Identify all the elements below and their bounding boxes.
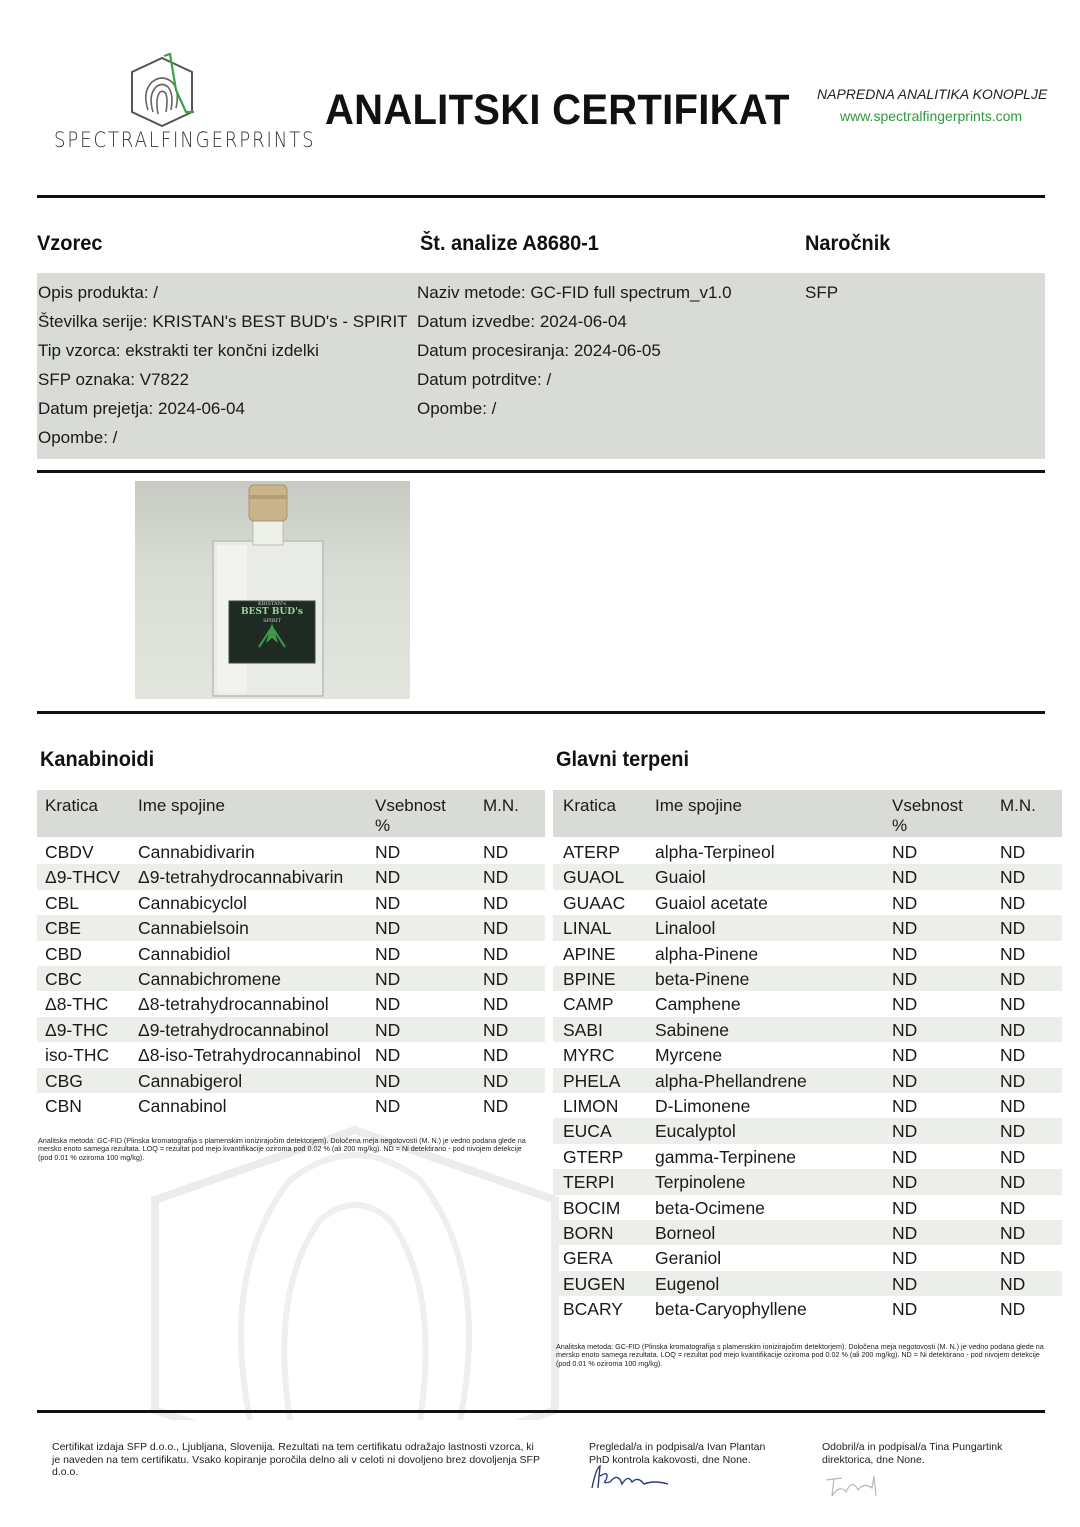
cell-uncertainty: ND <box>1000 918 1026 939</box>
cell-uncertainty: ND <box>1000 994 1026 1015</box>
cell-abbreviation: BCARY <box>563 1299 623 1320</box>
cell-uncertainty: ND <box>1000 1172 1026 1193</box>
sample-detail-line: Številka serije: KRISTAN's BEST BUD's - SPIRIT <box>38 312 408 331</box>
cell-content: ND <box>375 1019 401 1040</box>
cell-abbreviation: APINE <box>563 943 616 964</box>
cell-abbreviation: CBC <box>45 969 82 989</box>
cell-compound: Eugenol <box>655 1273 720 1294</box>
cell-uncertainty: ND <box>483 994 509 1015</box>
cell-abbreviation: CBDV <box>45 842 94 862</box>
cell-compound: Borneol <box>655 1223 716 1243</box>
cannabinoids-method-note: Analitska metoda: GC-FID (Plinska kromatografija s plamenskim ionizirajočim detektorjem). Določena meja negotovosti (M. N.) je vedno podana glede na mersko enoto samega rezultata. LOQ = rezultat pod mejo kvantifikacije oziroma pod 0.02 % (ali 200 mg/kg). ND = Ni detektirano - pod nivojem detekcije (pod 0.01 % oziroma 100 mg/kg). <box>38 1136 526 1162</box>
cell-uncertainty: ND <box>1000 892 1026 913</box>
cell-compound: Guaiol acetate <box>655 892 768 913</box>
client-heading: Naročnik <box>805 232 891 255</box>
approver-signature <box>822 1470 892 1500</box>
cell-compound: Cannabielsoin <box>138 918 249 939</box>
analysis-details <box>417 278 732 423</box>
cell-content: ND <box>892 918 918 939</box>
cell-compound: alpha-Terpineol <box>655 842 775 862</box>
table-row <box>553 1220 1062 1245</box>
table-row <box>553 1118 1062 1143</box>
cell-abbreviation: PHELA <box>563 1070 621 1091</box>
analysis-detail-line: Naziv metode: GC-FID full spectrum_v1.0 <box>417 283 732 302</box>
cell-abbreviation: CBG <box>45 1070 83 1091</box>
client-detail-line: SFP <box>805 283 839 302</box>
column-header-compound: Ime spojine <box>655 796 742 815</box>
cell-compound: Cannabichromene <box>138 969 282 989</box>
cell-uncertainty: ND <box>483 1019 509 1040</box>
cell-content: ND <box>375 994 401 1015</box>
table-row <box>37 1042 545 1067</box>
cell-abbreviation: CBD <box>45 943 82 964</box>
table-row <box>37 839 545 864</box>
approver-signature-text: Odobril/a in podpisal/a Tina Pungartink direktorica, dne None. <box>822 1441 1003 1466</box>
cell-compound: Guaiol <box>655 867 706 888</box>
cell-content: ND <box>892 1019 918 1040</box>
sample-details <box>38 278 408 452</box>
cell-compound: beta-Ocimene <box>655 1197 765 1218</box>
info-divider <box>37 470 1045 473</box>
cell-abbreviation: Δ9-THC <box>45 1019 109 1040</box>
cell-uncertainty: ND <box>1000 1070 1026 1091</box>
cell-uncertainty: ND <box>1000 1248 1026 1269</box>
cell-abbreviation: GERA <box>563 1248 613 1269</box>
cell-content: ND <box>892 1248 918 1269</box>
cell-compound: Cannabinol <box>138 1096 227 1116</box>
cell-content: ND <box>375 943 401 964</box>
cell-uncertainty: ND <box>483 1070 509 1091</box>
cell-uncertainty: ND <box>1000 1121 1026 1142</box>
cell-compound: Geraniol <box>655 1248 722 1269</box>
table-row <box>553 941 1062 966</box>
cell-uncertainty: ND <box>1000 1045 1026 1066</box>
cell-uncertainty: ND <box>1000 1019 1026 1040</box>
cell-uncertainty: ND <box>1000 1299 1026 1320</box>
cell-content: ND <box>892 1096 918 1116</box>
cell-abbreviation: iso-THC <box>45 1045 110 1066</box>
reviewer-signature-text: Pregledal/a in podpisal/a Ivan Plantan PhD kontrola kakovosti, dne None. <box>589 1441 766 1466</box>
product-photo <box>135 481 410 699</box>
table-row <box>553 864 1062 889</box>
terpenes-table-header <box>553 790 1062 837</box>
table-row <box>37 1068 545 1093</box>
cell-compound: Cannabigerol <box>138 1070 243 1091</box>
table-row <box>553 1017 1062 1042</box>
terpenes-table-body <box>553 839 1062 1329</box>
cell-uncertainty: ND <box>483 1045 509 1066</box>
cell-abbreviation: MYRC <box>563 1045 615 1066</box>
cell-content: ND <box>892 943 918 964</box>
cell-abbreviation: SABI <box>563 1019 603 1040</box>
cell-compound: Linalool <box>655 918 716 939</box>
cell-content: ND <box>892 969 918 989</box>
table-row <box>553 890 1062 915</box>
table-row <box>553 1093 1062 1118</box>
analysis-detail-line: Datum potrditve: / <box>417 370 552 389</box>
cell-content: ND <box>892 842 918 862</box>
table-row <box>553 1042 1062 1067</box>
cell-abbreviation: BORN <box>563 1223 614 1243</box>
cell-compound: Eucalyptol <box>655 1121 736 1142</box>
cell-content: ND <box>375 1045 401 1066</box>
company-website-link[interactable]: www.spectralfingerprints.com <box>840 108 1023 124</box>
cell-content: ND <box>892 1197 918 1218</box>
column-header-content: Vsebnost % <box>892 796 963 835</box>
column-header-content: Vsebnost % <box>375 796 446 835</box>
cell-uncertainty: ND <box>1000 867 1026 888</box>
cell-compound: Terpinolene <box>655 1172 746 1193</box>
cell-content: ND <box>375 969 401 989</box>
cell-content: ND <box>892 1223 918 1243</box>
table-row <box>553 1245 1062 1270</box>
terpenes-method-note: Analitska metoda: GC-FID (Plinska kromatografija s plamenskim ionizirajočim detektorjem). Določena meja negotovosti (M. N.) je vedno podana glede na mersko enoto samega rezultata. LOQ = rezultat pod mejo kvantifikacije oziroma pod 0.02 % (ali 200 mg/kg). ND = Ni detektirano - pod nivojem detekcije (pod 0.01 % oziroma 100 mg/kg). <box>556 1342 1044 1368</box>
cell-abbreviation: Δ9-THCV <box>45 867 120 888</box>
cell-compound: Cannabicyclol <box>138 892 247 913</box>
cell-compound: Δ9-tetrahydrocannabivarin <box>138 867 344 888</box>
cell-content: ND <box>375 892 401 913</box>
cell-content: ND <box>892 1045 918 1066</box>
cell-abbreviation: BPINE <box>563 969 616 989</box>
cell-uncertainty: ND <box>1000 1197 1026 1218</box>
cannabinoids-table-header <box>37 790 545 837</box>
table-row <box>553 1296 1062 1321</box>
cell-abbreviation: GUAOL <box>563 867 625 888</box>
cell-uncertainty: ND <box>483 1096 509 1116</box>
column-header-uncertainty: M.N. <box>1000 796 1036 815</box>
cell-abbreviation: ATERP <box>563 842 621 862</box>
cell-compound: Cannabidiol <box>138 943 231 964</box>
cell-compound: gamma-Terpinene <box>655 1146 797 1167</box>
table-row <box>553 1271 1062 1296</box>
terpenes-title: Glavni terpeni <box>556 748 690 771</box>
cell-abbreviation: GUAAC <box>563 892 626 913</box>
cell-compound: Δ8-tetrahydrocannabinol <box>138 994 329 1015</box>
cell-compound: alpha-Phellandrene <box>655 1070 807 1091</box>
table-row <box>553 1068 1062 1093</box>
image-divider <box>37 711 1045 714</box>
cell-abbreviation: CBE <box>45 918 81 939</box>
cell-compound: Sabinene <box>655 1019 729 1040</box>
cell-abbreviation: BOCIM <box>563 1197 621 1218</box>
column-header-uncertainty: M.N. <box>483 796 519 815</box>
cell-abbreviation: CBN <box>45 1096 82 1116</box>
cell-content: ND <box>892 1172 918 1193</box>
cell-compound: alpha-Pinene <box>655 943 759 964</box>
cell-compound: beta-Pinene <box>655 969 750 989</box>
bottle-label-brand: KRISTAN's <box>258 601 286 607</box>
cell-uncertainty: ND <box>1000 1273 1026 1294</box>
cell-uncertainty: ND <box>1000 1096 1026 1116</box>
reviewer-signature <box>588 1462 678 1494</box>
bottle-label-title: BEST BUD's <box>241 607 303 617</box>
cell-content: ND <box>375 918 401 939</box>
table-row <box>553 1195 1062 1220</box>
table-row <box>37 1017 545 1042</box>
client-details <box>805 278 838 307</box>
logo-wordmark: SPECTRALFINGERPRINTS <box>54 128 316 152</box>
cell-compound: Camphene <box>655 994 741 1015</box>
table-row <box>37 966 545 991</box>
cell-uncertainty: ND <box>1000 969 1026 989</box>
cell-content: ND <box>892 1070 918 1091</box>
cell-content: ND <box>892 892 918 913</box>
cell-compound: D-Limonene <box>655 1096 751 1116</box>
analysis-detail-line: Datum procesiranja: 2024-06-05 <box>417 341 661 360</box>
cell-content: ND <box>892 1299 918 1320</box>
cell-compound: Δ8-iso-Tetrahydrocannabinol <box>138 1045 361 1066</box>
cell-content: ND <box>375 1096 401 1116</box>
cell-compound: Δ9-tetrahydrocannabinol <box>138 1019 329 1040</box>
cell-compound: Cannabidivarin <box>138 842 255 862</box>
column-header-abbreviation: Kratica <box>45 796 98 815</box>
footer-divider <box>37 1410 1045 1413</box>
table-row <box>553 1169 1062 1194</box>
cell-uncertainty: ND <box>483 918 509 939</box>
cell-content: ND <box>892 994 918 1015</box>
cannabinoids-table-body <box>37 839 545 1119</box>
header-divider <box>37 195 1045 198</box>
certificate-disclaimer: Certifikat izdaja SFP d.o.o., Ljubljana, Slovenija. Rezultati na tem certifikatu odražajo lastnosti vzorca, ki je naveden na tem certifikatu. Vsako kopiranje poročila delno ali v celoti ni dovoljeno brez dovoljenja SFP d.o.o. <box>52 1441 540 1478</box>
table-row <box>37 941 545 966</box>
cell-abbreviation: LIMON <box>563 1096 619 1116</box>
cell-uncertainty: ND <box>483 892 509 913</box>
page-title: ANALITSKI CERTIFIKAT <box>325 86 790 134</box>
cell-content: ND <box>892 1273 918 1294</box>
cell-abbreviation: LINAL <box>563 918 612 939</box>
table-row <box>37 991 545 1016</box>
analysis-detail-line: Opombe: / <box>417 399 497 418</box>
cell-uncertainty: ND <box>1000 1146 1026 1167</box>
sample-detail-line: Opis produkta: / <box>38 283 159 302</box>
cell-abbreviation: EUCA <box>563 1121 612 1142</box>
cell-compound: Myrcene <box>655 1045 723 1066</box>
sample-detail-line: SFP oznaka: V7822 <box>38 370 189 389</box>
column-header-compound: Ime spojine <box>138 796 225 815</box>
column-header-abbreviation: Kratica <box>563 796 616 815</box>
cell-abbreviation: TERPI <box>563 1172 615 1193</box>
cell-abbreviation: Δ8-THC <box>45 994 109 1015</box>
sample-detail-line: Tip vzorca: ekstrakti ter končni izdelki <box>38 341 319 360</box>
cell-abbreviation: GTERP <box>563 1146 624 1167</box>
table-row <box>37 1093 545 1118</box>
table-row <box>553 915 1062 940</box>
cell-compound: beta-Caryophyllene <box>655 1299 807 1320</box>
bottle-illustration <box>135 481 410 699</box>
cell-uncertainty: ND <box>483 943 509 964</box>
background-watermark <box>140 1120 570 1420</box>
cell-uncertainty: ND <box>483 969 509 989</box>
cell-abbreviation: CAMP <box>563 994 614 1015</box>
table-row <box>37 890 545 915</box>
table-row <box>553 966 1062 991</box>
table-row <box>553 839 1062 864</box>
company-tagline: NAPREDNA ANALITIKA KONOPLJE <box>817 86 1048 102</box>
sample-detail-line: Opombe: / <box>38 428 118 447</box>
sample-detail-line: Datum prejetja: 2024-06-04 <box>38 399 245 418</box>
cell-content: ND <box>375 842 401 862</box>
table-row <box>553 1144 1062 1169</box>
cell-uncertainty: ND <box>1000 1223 1026 1243</box>
cell-abbreviation: EUGEN <box>563 1273 626 1294</box>
cell-uncertainty: ND <box>483 867 509 888</box>
cell-content: ND <box>892 1146 918 1167</box>
table-row <box>37 915 545 940</box>
sample-heading: Vzorec <box>37 232 103 255</box>
cell-uncertainty: ND <box>1000 842 1026 862</box>
cell-uncertainty: ND <box>1000 943 1026 964</box>
table-row <box>553 991 1062 1016</box>
analysis-detail-line: Datum izvedbe: 2024-06-04 <box>417 312 627 331</box>
cell-abbreviation: CBL <box>45 892 80 913</box>
cannabinoids-title: Kanabinoidi <box>40 748 155 771</box>
cell-content: ND <box>375 1070 401 1091</box>
bottle-label-subtitle: SPIRIT <box>263 618 281 624</box>
cell-content: ND <box>892 1121 918 1142</box>
cell-content: ND <box>375 867 401 888</box>
analysis-number-heading: Št. analize A8680-1 <box>420 232 599 255</box>
cell-content: ND <box>892 867 918 888</box>
cell-uncertainty: ND <box>483 842 509 862</box>
table-row <box>37 864 545 889</box>
